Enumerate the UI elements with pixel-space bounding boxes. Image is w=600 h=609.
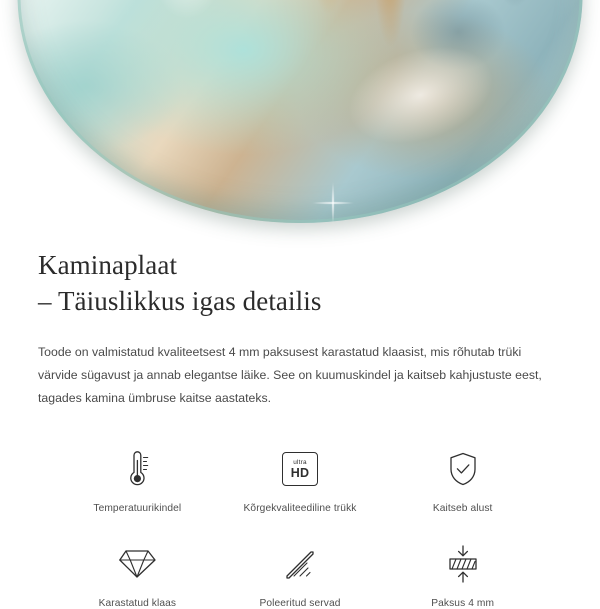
page-title	[38, 248, 562, 319]
feature-label: Karastatud klaas	[98, 598, 177, 609]
thickness-arrows-icon	[437, 540, 489, 588]
shield-check-icon	[437, 445, 489, 493]
content-block	[0, 230, 600, 609]
ultra-hd-badge-bottom: HD	[290, 465, 310, 480]
feature-label: Temperatuurikindel	[93, 503, 182, 515]
polished-edges-icon	[274, 540, 326, 588]
feature-grid	[38, 445, 562, 609]
diamond-icon	[111, 540, 163, 588]
feature-tempered-glass	[56, 540, 219, 609]
page-title-line2: – Täiuslikkus igas detailis	[38, 285, 322, 316]
feature-label: Poleeritud servad	[259, 598, 341, 609]
thermometer-icon	[111, 445, 163, 493]
feature-high-quality-print	[219, 445, 382, 514]
ultra-hd-icon	[274, 445, 326, 493]
feature-temperature-resistant	[56, 445, 219, 514]
product-description: Toode on valmistatud kvaliteetsest 4 mm paksusest karastatud klaasist, mis rõhutab trüki värvide sügavust ja annab elegantse läike. See on kuumuskindel ja kaitseb kahjustuste eest, tagades kamina ümbruse kaitse aastateks.	[38, 345, 542, 405]
feature-protects-surface	[381, 445, 544, 514]
page-title-line1: Kaminaplaat	[38, 250, 178, 280]
feature-thickness	[381, 540, 544, 609]
hero-image	[0, 0, 600, 230]
feature-label: Kõrgekvaliteediline trükk	[243, 503, 357, 515]
feature-polished-edges	[219, 540, 382, 609]
feature-label: Paksus 4 mm	[431, 598, 495, 609]
fireplace-plate-image	[18, 0, 583, 223]
ultra-hd-badge-top: ultra	[293, 458, 307, 466]
feature-label: Kaitseb alust	[432, 503, 493, 515]
